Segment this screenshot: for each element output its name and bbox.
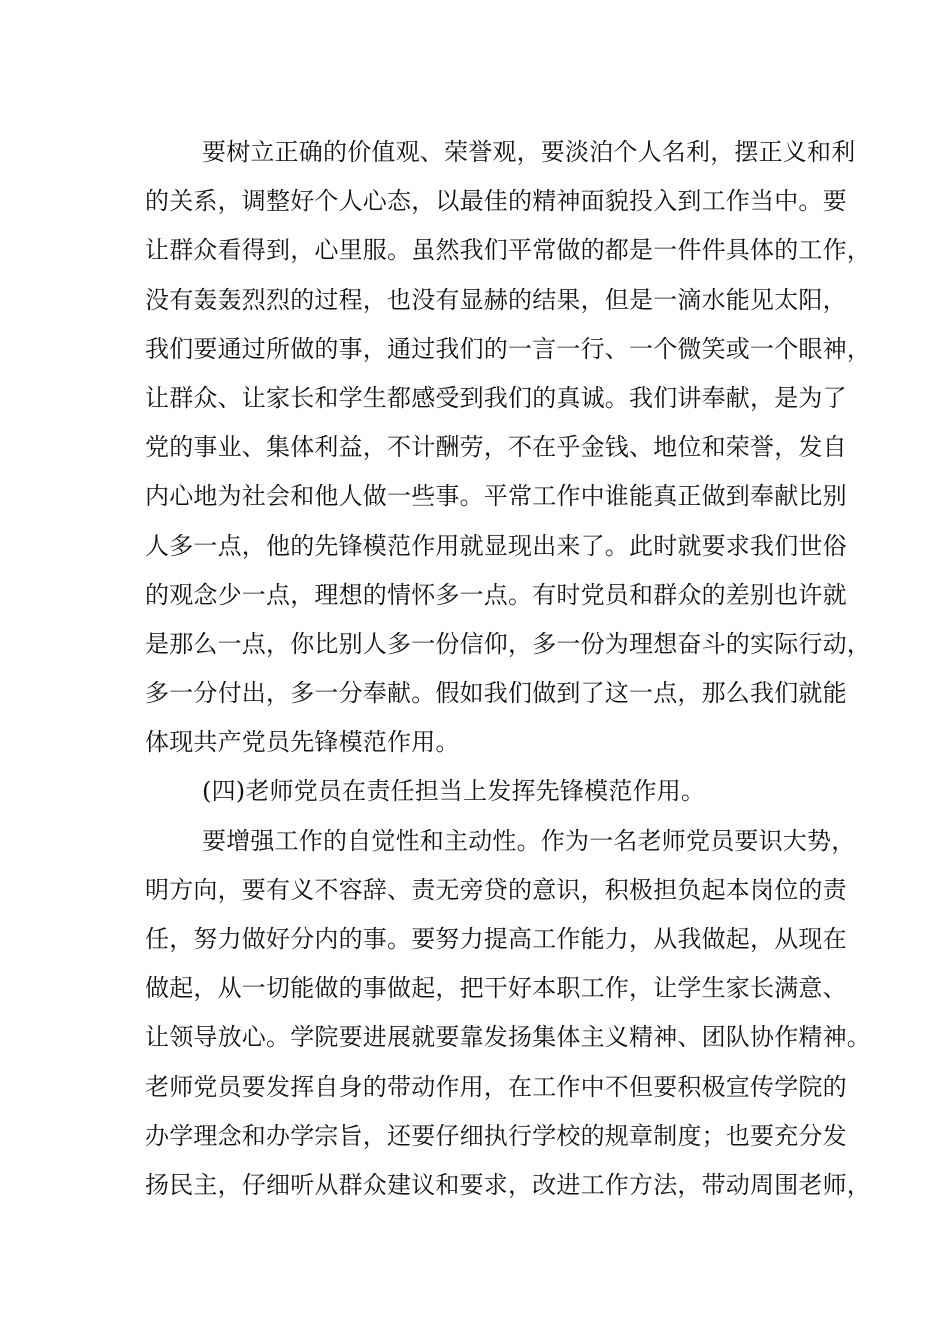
text-line: 做起，从一切能做的事做起，把干好本职工作，让学生家长满意、 — [145, 974, 847, 1003]
document-body — [145, 134, 871, 1216]
text-line: (四)老师党员在责任担当上发挥先锋模范作用。 — [202, 777, 706, 806]
text-line: 明方向，要有义不容辞、责无旁贷的意识，积极担负起本岗位的责 — [145, 875, 847, 904]
text-line: 人多一点，他的先锋模范作用就显现出来了。此时就要求我们世俗 — [145, 531, 847, 560]
text-line: 任，努力做好分内的事。要努力提高工作能力，从我做起，从现在 — [145, 925, 847, 953]
text-line: 让领导放心。学院要进展就要靠发扬集体主义精神、团队协作精神。 — [145, 1023, 871, 1052]
text-line: 让群众、让家长和学生都感受到我们的真诚。我们讲奉献，是为了 — [145, 383, 847, 412]
text-line: 的关系，调整好个人心态，以最佳的精神面貌投入到工作当中。要 — [145, 187, 847, 216]
text-line: 体现共产党员先锋模范作用。 — [145, 728, 460, 757]
text-line: 是那么一点，你比别人多一份信仰，多一份为理想奋斗的实际行动， — [145, 629, 871, 658]
text-line: 多一分付出，多一分奉献。假如我们做到了这一点，那么我们就能 — [145, 679, 847, 708]
text-line: 要增强工作的自觉性和主动性。作为一名老师党员要识大势， — [202, 826, 856, 855]
text-line: 扬民主，仔细听从群众建议和要求，改进工作方法，带动周围老师， — [145, 1170, 871, 1199]
text-line: 党的事业、集体利益，不计酬劳，不在乎金钱、地位和荣誉，发自 — [145, 433, 847, 462]
text-line: 没有轰轰烈烈的过程，也没有显赫的结果，但是一滴水能见太阳， — [145, 285, 847, 314]
text-line: 办学理念和办学宗旨，还要仔细执行学校的规章制度；也要充分发 — [145, 1121, 847, 1150]
text-line: 让群众看得到，心里服。虽然我们平常做的都是一件件具体的工作， — [145, 236, 871, 265]
text-line: 我们要通过所做的事，通过我们的一言一行、一个微笑或一个眼神， — [145, 334, 871, 363]
text-line: 内心地为社会和他人做一些事。平常工作中谁能真正做到奉献比别 — [145, 482, 847, 511]
text-line: 老师党员要发挥自身的带动作用，在工作中不但要积极宣传学院的 — [145, 1072, 847, 1101]
text-line: 的观念少一点，理想的情怀多一点。有时党员和群众的差别也许就 — [145, 580, 847, 609]
text-line: 要树立正确的价值观、荣誉观，要淡泊个人名利，摆正义和利 — [202, 138, 856, 166]
